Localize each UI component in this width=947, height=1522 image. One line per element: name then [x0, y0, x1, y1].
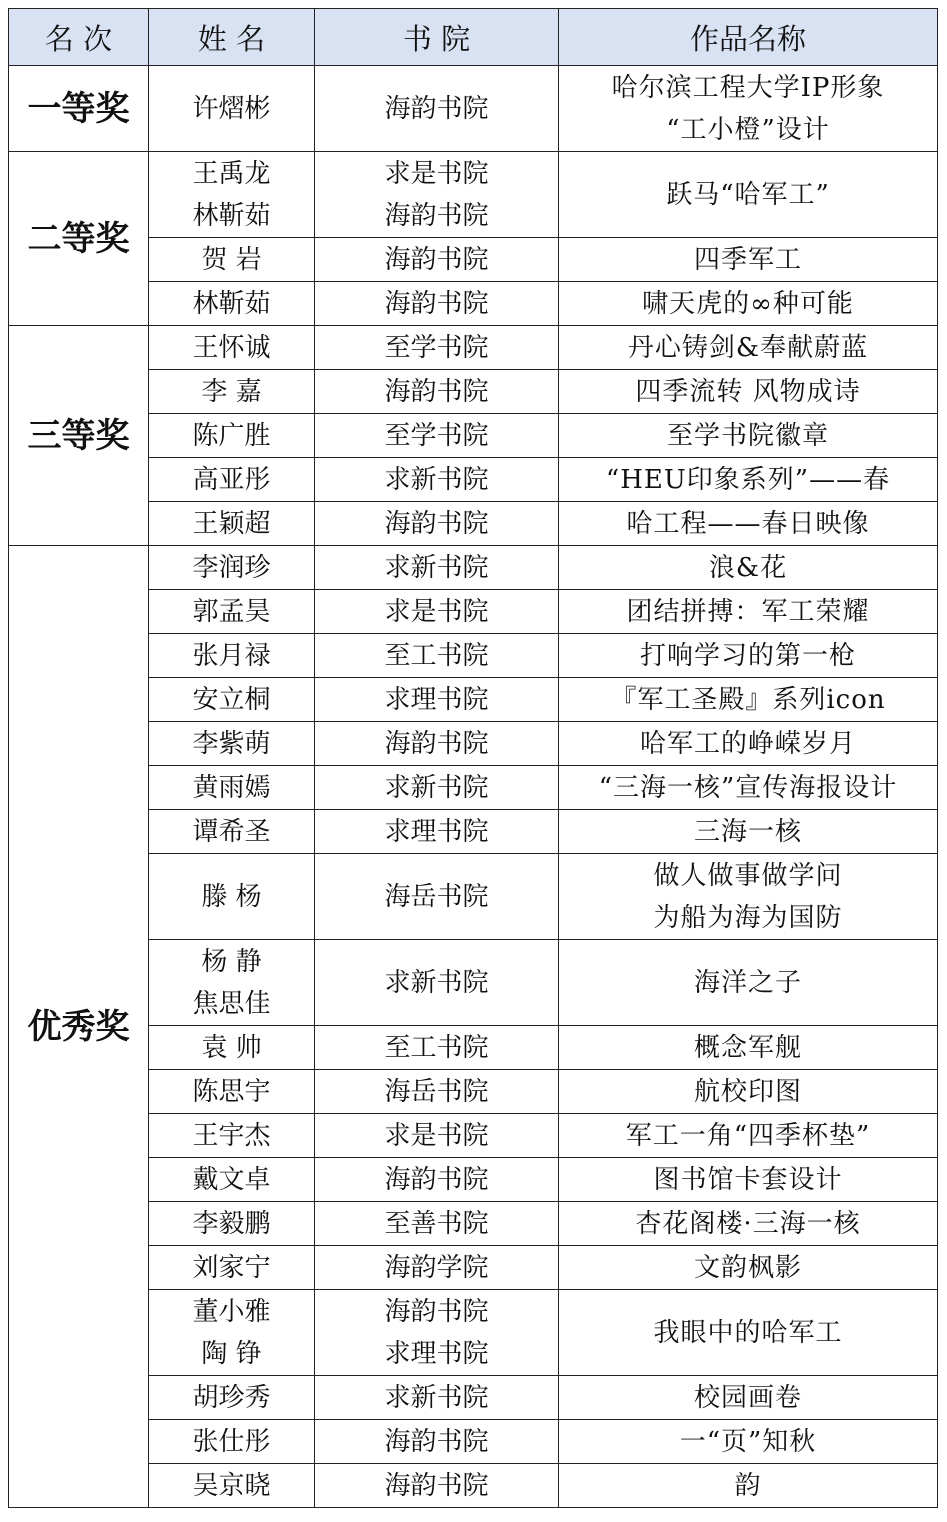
work-title-text: 四季军工 — [693, 244, 802, 275]
table-row — [9, 854, 938, 940]
work-title-cell — [559, 1114, 938, 1158]
table-row — [9, 940, 938, 1026]
student-name-text: 林靳茹 — [192, 288, 271, 319]
college-cell — [315, 590, 559, 634]
college-text: 至学书院 — [384, 420, 489, 451]
college-cell — [315, 1158, 559, 1202]
college-text: 海韵书院 — [384, 1470, 489, 1501]
college-cell — [315, 1070, 559, 1114]
work-title-text: “HEU印象系列”——春 — [605, 464, 891, 495]
college-cell — [315, 854, 559, 940]
college-cell — [315, 238, 559, 282]
table-row — [9, 326, 938, 370]
college-cell — [315, 1202, 559, 1246]
work-title-text: 做人做事做学问 — [653, 860, 843, 891]
work-title-text: 四季流转 风物成诗 — [635, 376, 861, 407]
college-text: 海韵书院 — [384, 1164, 489, 1195]
work-title-text: 文韵枫影 — [693, 1252, 802, 1283]
work-title-text: 为船为海为国防 — [653, 902, 843, 933]
header-college: 书 院 — [315, 9, 559, 66]
table-row — [9, 1158, 938, 1202]
table-row — [9, 1070, 938, 1114]
student-name-text: 高亚彤 — [192, 464, 271, 495]
table-row — [9, 590, 938, 634]
student-name-text: 林靳茹 — [192, 200, 271, 231]
student-name-text: 王颖超 — [192, 508, 271, 539]
header-work-title: 作品名称 — [559, 9, 938, 66]
college-text: 求理书院 — [384, 816, 489, 847]
work-title-cell — [559, 854, 938, 940]
college-cell — [315, 370, 559, 414]
college-text: 海韵书院 — [384, 728, 489, 759]
student-name-text: 王禹龙 — [192, 158, 271, 189]
header-rank: 名 次 — [9, 9, 149, 66]
student-name-text: 谭希圣 — [192, 816, 271, 847]
college-text: 海岳书院 — [384, 881, 489, 912]
student-name-cell — [149, 282, 315, 326]
college-text: 海韵书院 — [384, 93, 489, 124]
student-name-cell — [149, 326, 315, 370]
student-name-cell — [149, 766, 315, 810]
college-text: 求新书院 — [384, 967, 489, 998]
header-row — [9, 9, 938, 66]
work-title-cell — [559, 678, 938, 722]
college-text: 求理书院 — [384, 684, 489, 715]
college-cell — [315, 810, 559, 854]
college-text: 求理书院 — [384, 1338, 489, 1369]
work-title-cell — [559, 546, 938, 590]
student-name-text: 陶 铮 — [201, 1338, 262, 1369]
award-rank-cell: 三等奖 — [9, 326, 149, 546]
college-cell — [315, 766, 559, 810]
college-text: 海韵书院 — [384, 1426, 489, 1457]
work-title-cell — [559, 1026, 938, 1070]
student-name-text: 李润珍 — [192, 552, 271, 583]
student-name-text: 黄雨嫣 — [192, 772, 271, 803]
table-row — [9, 546, 938, 590]
work-title-text: 哈尔滨工程大学IP形象 — [611, 72, 885, 103]
student-name-cell — [149, 152, 315, 238]
student-name-cell — [149, 1202, 315, 1246]
work-title-text: 啸天虎的∞种可能 — [642, 288, 854, 319]
student-name-cell — [149, 546, 315, 590]
college-text: 至善书院 — [384, 1208, 489, 1239]
table-row — [9, 1464, 938, 1508]
work-title-text: 『军工圣殿』系列icon — [610, 684, 886, 715]
college-text: 海韵书院 — [384, 200, 489, 231]
student-name-cell — [149, 678, 315, 722]
college-text: 至工书院 — [384, 1032, 489, 1063]
college-text: 求新书院 — [384, 552, 489, 583]
student-name-text: 焦思佳 — [192, 988, 271, 1019]
work-title-cell — [559, 1158, 938, 1202]
work-title-text: 跃马“哈军工” — [666, 179, 830, 210]
table-row — [9, 766, 938, 810]
work-title-text: 哈工程——春日映像 — [626, 508, 870, 539]
award-rank-cell: 优秀奖 — [9, 546, 149, 1508]
work-title-text: 海洋之子 — [693, 967, 802, 998]
work-title-cell — [559, 634, 938, 678]
student-name-text: 李紫萌 — [192, 728, 271, 759]
work-title-cell — [559, 1420, 938, 1464]
student-name-text: 王怀诚 — [192, 332, 271, 363]
award-rank-cell: 一等奖 — [9, 66, 149, 152]
college-text: 至工书院 — [384, 640, 489, 671]
work-title-text: 丹心铸剑&奉献蔚蓝 — [627, 332, 869, 363]
awards-table — [8, 8, 938, 1508]
table-row — [9, 282, 938, 326]
table-row — [9, 414, 938, 458]
student-name-cell — [149, 414, 315, 458]
student-name-text: 杨 静 — [201, 946, 262, 977]
table-row — [9, 502, 938, 546]
work-title-text: 军工一角“四季杯垫” — [625, 1120, 871, 1151]
work-title-text: 一“页”知秋 — [679, 1426, 817, 1457]
work-title-text: 杏花阁楼·三海一核 — [635, 1208, 861, 1239]
student-name-cell — [149, 1420, 315, 1464]
student-name-text: 李 嘉 — [201, 376, 262, 407]
work-title-cell — [559, 502, 938, 546]
college-cell — [315, 1246, 559, 1290]
college-cell — [315, 1376, 559, 1420]
student-name-cell — [149, 1114, 315, 1158]
work-title-text: “三海一核”宣传海报设计 — [598, 772, 898, 803]
student-name-text: 张仕彤 — [192, 1426, 271, 1457]
college-text: 海韵书院 — [384, 288, 489, 319]
work-title-cell — [559, 1464, 938, 1508]
student-name-cell — [149, 1376, 315, 1420]
work-title-text: 团结拼搏：军工荣耀 — [626, 596, 870, 627]
work-title-text: 校园画卷 — [693, 1382, 802, 1413]
college-cell — [315, 634, 559, 678]
college-text: 海韵学院 — [384, 1252, 489, 1283]
student-name-text: 贺 岩 — [201, 244, 262, 275]
table-row — [9, 722, 938, 766]
student-name-cell — [149, 1246, 315, 1290]
table-row — [9, 66, 938, 152]
college-text: 求新书院 — [384, 1382, 489, 1413]
student-name-text: 吴京晓 — [192, 1470, 271, 1501]
college-text: 海韵书院 — [384, 376, 489, 407]
work-title-text: 三海一核 — [693, 816, 802, 847]
table-row — [9, 1114, 938, 1158]
college-cell — [315, 546, 559, 590]
table-row — [9, 810, 938, 854]
student-name-text: 郭孟昊 — [192, 596, 271, 627]
college-cell — [315, 678, 559, 722]
table-row — [9, 1290, 938, 1376]
table-row — [9, 1246, 938, 1290]
work-title-cell — [559, 810, 938, 854]
awards-table-body — [9, 66, 938, 1508]
student-name-cell — [149, 854, 315, 940]
student-name-cell — [149, 238, 315, 282]
work-title-text: “工小橙”设计 — [666, 114, 830, 145]
student-name-cell — [149, 1070, 315, 1114]
student-name-cell — [149, 458, 315, 502]
work-title-text: 哈军工的峥嵘岁月 — [639, 728, 856, 759]
header-name: 姓 名 — [149, 9, 315, 66]
work-title-text: 我眼中的哈军工 — [653, 1317, 843, 1348]
work-title-cell — [559, 766, 938, 810]
work-title-cell — [559, 1376, 938, 1420]
student-name-text: 陈广胜 — [192, 420, 271, 451]
student-name-text: 张月禄 — [192, 640, 271, 671]
work-title-cell — [559, 722, 938, 766]
college-text: 求新书院 — [384, 772, 489, 803]
student-name-text: 滕 杨 — [201, 881, 262, 912]
work-title-text: 至学书院徽章 — [666, 420, 829, 451]
table-row — [9, 458, 938, 502]
student-name-text: 戴文卓 — [192, 1164, 271, 1195]
college-text: 至学书院 — [384, 332, 489, 363]
work-title-cell — [559, 1290, 938, 1376]
student-name-text: 刘家宁 — [192, 1252, 271, 1283]
college-cell — [315, 940, 559, 1026]
student-name-cell — [149, 1026, 315, 1070]
student-name-cell — [149, 1464, 315, 1508]
table-row — [9, 1026, 938, 1070]
college-text: 求是书院 — [384, 158, 489, 189]
student-name-text: 袁 帅 — [201, 1032, 262, 1063]
college-cell — [315, 1026, 559, 1070]
work-title-cell — [559, 940, 938, 1026]
college-text: 求是书院 — [384, 596, 489, 627]
college-cell — [315, 282, 559, 326]
work-title-cell — [559, 590, 938, 634]
work-title-cell — [559, 458, 938, 502]
work-title-text: 图书馆卡套设计 — [653, 1164, 843, 1195]
college-text: 海韵书院 — [384, 1296, 489, 1327]
college-text: 求是书院 — [384, 1120, 489, 1151]
college-text: 海岳书院 — [384, 1076, 489, 1107]
student-name-text: 许熠彬 — [192, 93, 271, 124]
work-title-cell — [559, 1202, 938, 1246]
table-row — [9, 1202, 938, 1246]
college-cell — [315, 326, 559, 370]
student-name-cell — [149, 370, 315, 414]
table-row — [9, 1420, 938, 1464]
work-title-cell — [559, 1246, 938, 1290]
work-title-text: 韵 — [734, 1470, 762, 1501]
awards-table-container — [8, 8, 938, 1508]
student-name-cell — [149, 810, 315, 854]
work-title-cell — [559, 414, 938, 458]
student-name-text: 李毅鹏 — [192, 1208, 271, 1239]
college-text: 求新书院 — [384, 464, 489, 495]
student-name-cell — [149, 590, 315, 634]
college-text: 海韵书院 — [384, 508, 489, 539]
college-cell — [315, 502, 559, 546]
student-name-text: 董小雅 — [192, 1296, 271, 1327]
work-title-text: 打响学习的第一枪 — [639, 640, 856, 671]
college-cell — [315, 1114, 559, 1158]
student-name-text: 胡珍秀 — [192, 1382, 271, 1413]
work-title-text: 浪&花 — [708, 552, 788, 583]
student-name-cell — [149, 634, 315, 678]
table-row — [9, 152, 938, 238]
student-name-cell — [149, 940, 315, 1026]
college-cell — [315, 66, 559, 152]
student-name-cell — [149, 66, 315, 152]
college-cell — [315, 1464, 559, 1508]
student-name-cell — [149, 1290, 315, 1376]
work-title-cell — [559, 326, 938, 370]
work-title-text: 概念军舰 — [693, 1032, 802, 1063]
table-row — [9, 634, 938, 678]
table-row — [9, 370, 938, 414]
award-rank-cell: 二等奖 — [9, 152, 149, 326]
table-row — [9, 238, 938, 282]
college-text: 海韵书院 — [384, 244, 489, 275]
college-cell — [315, 1420, 559, 1464]
work-title-cell — [559, 152, 938, 238]
college-cell — [315, 722, 559, 766]
work-title-cell — [559, 1070, 938, 1114]
college-cell — [315, 414, 559, 458]
work-title-cell — [559, 238, 938, 282]
work-title-cell — [559, 66, 938, 152]
work-title-cell — [559, 282, 938, 326]
work-title-text: 航校印图 — [693, 1076, 802, 1107]
student-name-text: 王宇杰 — [192, 1120, 271, 1151]
table-row — [9, 1376, 938, 1420]
college-cell — [315, 1290, 559, 1376]
student-name-cell — [149, 722, 315, 766]
college-cell — [315, 458, 559, 502]
student-name-cell — [149, 1158, 315, 1202]
work-title-cell — [559, 370, 938, 414]
student-name-cell — [149, 502, 315, 546]
student-name-text: 陈思宇 — [192, 1076, 271, 1107]
table-row — [9, 678, 938, 722]
college-cell — [315, 152, 559, 238]
student-name-text: 安立桐 — [192, 684, 271, 715]
